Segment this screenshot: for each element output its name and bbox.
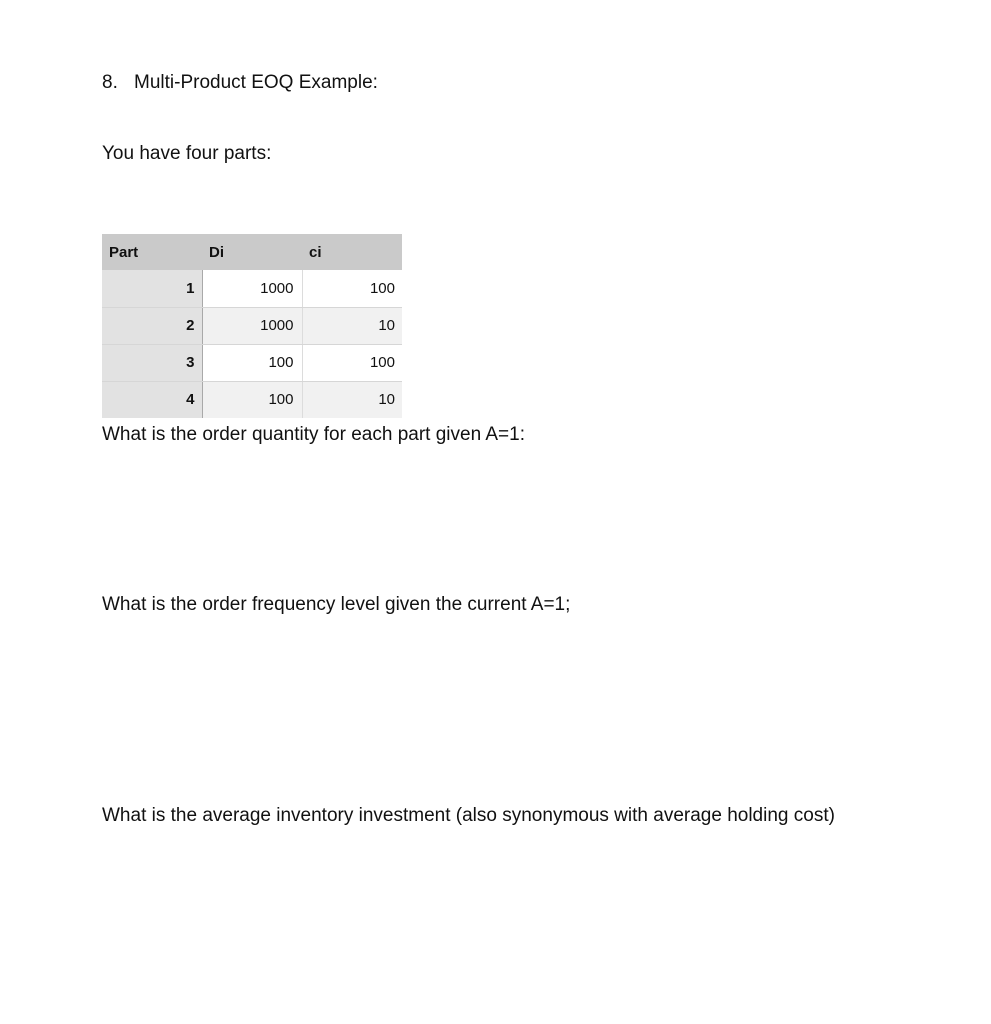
table-row	[102, 381, 402, 418]
header-ci: ci	[302, 234, 402, 270]
cell-ci: 10	[302, 307, 402, 344]
cell-di: 1000	[202, 307, 302, 344]
table-row	[102, 344, 402, 381]
header-part: Part	[102, 234, 202, 270]
question-title: Multi-Product EOQ Example:	[134, 72, 378, 93]
cell-part: 4	[102, 381, 202, 418]
question-order-frequency: What is the order frequency level given the current A=1;	[102, 594, 571, 615]
question-average-inventory: What is the average inventory investment (also synonymous with average holding cost)	[102, 805, 835, 826]
parts-table	[102, 234, 402, 418]
cell-ci: 100	[302, 270, 402, 307]
question-order-quantity: What is the order quantity for each part given A=1:	[102, 424, 525, 445]
cell-ci: 10	[302, 381, 402, 418]
table-row	[102, 307, 402, 344]
question-heading	[102, 72, 378, 94]
question-number: 8.	[102, 72, 118, 93]
cell-ci: 100	[302, 344, 402, 381]
table-header-row	[102, 234, 402, 270]
cell-part: 3	[102, 344, 202, 381]
cell-di: 100	[202, 381, 302, 418]
intro-text: You have four parts:	[102, 143, 272, 164]
cell-part: 1	[102, 270, 202, 307]
header-di: Di	[202, 234, 302, 270]
cell-di: 100	[202, 344, 302, 381]
table-row	[102, 270, 402, 307]
cell-di: 1000	[202, 270, 302, 307]
cell-part: 2	[102, 307, 202, 344]
